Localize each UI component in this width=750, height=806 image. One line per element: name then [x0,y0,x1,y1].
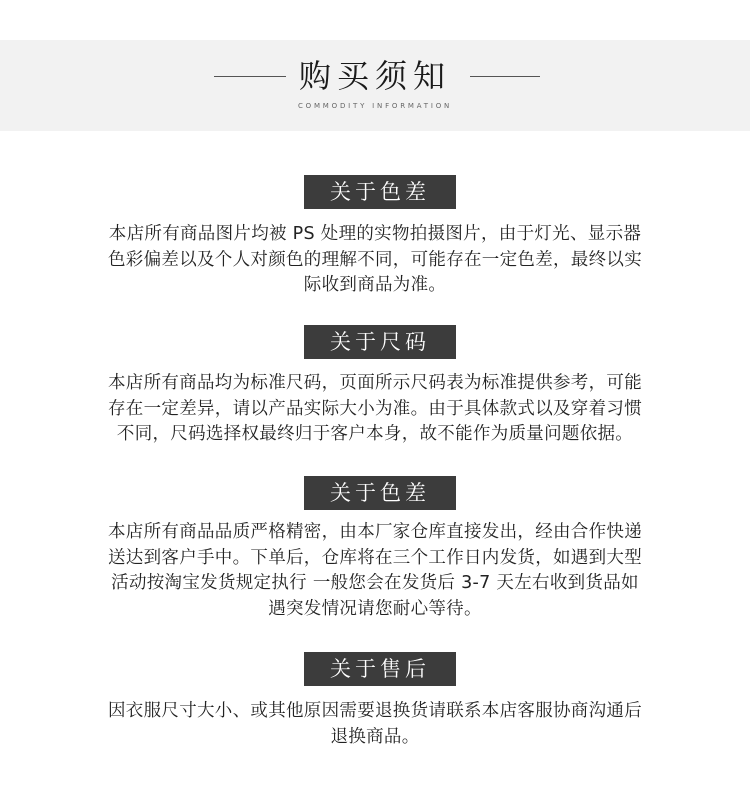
paragraph-line: 存在一定差异，请以产品实际大小为准。由于具体款式以及穿着习惯 [108,398,642,419]
paragraph-line: 本店所有商品均为标准尺码，页面所示尺码表为标准提供参考，可能 [108,373,642,393]
paragraph-line: 送达到客户手中。下单后，仓库将在三个工作日内发货，如遇到大型 [108,547,642,568]
section-heading: 关于色差 [304,175,456,209]
header-banner [0,40,750,131]
paragraph-line: 活动按淘宝发货规定执行 一般您会在发货后 3-7 天左右收到货品如 [111,573,639,593]
paragraph-line: 色彩偏差以及个人对颜色的理解不同，可能存在一定色差，最终以实 [108,249,642,270]
section-paragraph [40,699,710,750]
header-divider-right [470,76,540,77]
paragraph-line: 际收到商品为准。 [303,275,447,295]
paragraph-line: 因衣服尺寸大小、或其他原因需要退换货请联系本店客服协商沟通后 [108,701,642,721]
section-heading: 关于尺码 [304,325,456,359]
paragraph-line: 遇突发情况请您耐心等待。 [268,598,482,619]
page-subtitle: COMMODITY INFORMATION [297,102,453,110]
paragraph-line: 本店所有商品图片均被 PS 处理的实物拍摄图片，由于灯光、显示器 [108,224,642,244]
paragraph-line: 本店所有商品品质严格精密，由本厂家仓库直接发出，经由合作快递 [108,522,642,542]
section-heading: 关于色差 [304,476,456,510]
section-paragraph [40,222,710,299]
section-paragraph [40,520,710,622]
page-title: 购买须知 [298,57,451,95]
section-heading: 关于售后 [304,652,456,686]
section-paragraph [40,371,710,448]
paragraph-line: 退换商品。 [330,726,420,747]
paragraph-line: 不同，尺码选择权最终归于客户本身，故不能作为质量问题依据。 [116,424,634,444]
